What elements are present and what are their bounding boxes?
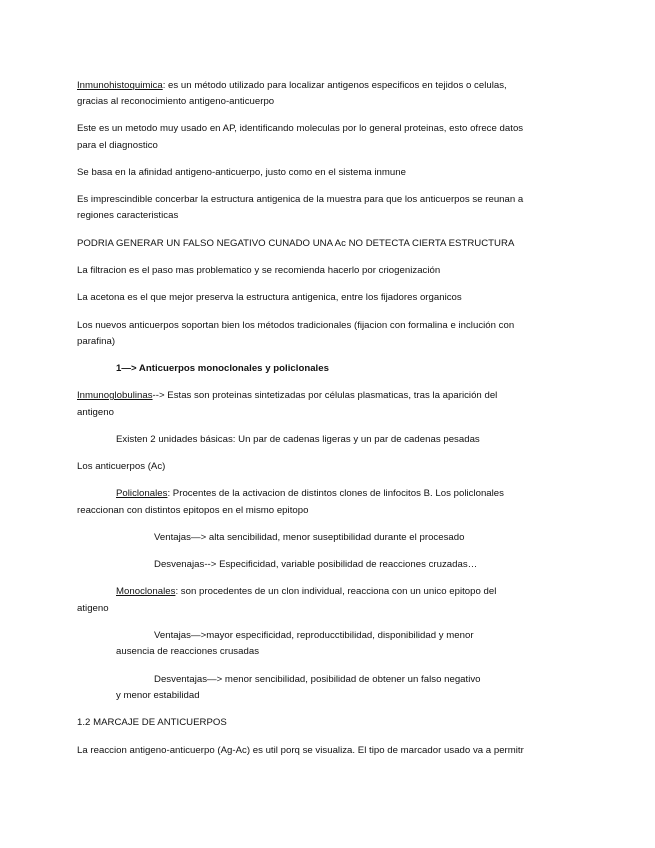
section-heading: 1.2 MARCAJE DE ANTICUERPOS <box>77 717 227 728</box>
desventajas-line: Desvenajas--> Especificidad, variable posibilidad de reacciones cruzadas… <box>154 559 478 570</box>
definition-text: : Procentes de la activacion de distintos clones de linfocitos B. Los policlonales <box>167 488 504 499</box>
paragraph-line: regiones caracteristicas <box>77 210 179 221</box>
paragraph-line: Este es un metodo muy usado en AP, identificando moleculas por lo general proteinas, esto ofrece datos <box>77 123 524 134</box>
paragraph-line: antigeno <box>77 407 114 418</box>
paragraph-line: Los anticuerpos (Ac) <box>77 461 166 472</box>
ventajas-line: Ventajas—> alta sencibilidad, menor suseptibilidad durante el procesado <box>154 532 465 543</box>
paragraph-line: Los nuevos anticuerpos soportan bien los métodos tradicionales (fijacion con formalina e inclución con <box>77 320 515 331</box>
paragraph-policlonales <box>116 488 504 500</box>
term-inmunoglobulinas: Inmunoglobulinas <box>77 390 153 401</box>
paragraph-monoclonales <box>116 586 496 598</box>
paragraph-line: La filtracion es el paso mas problematico y se recomienda hacerlo por criogenización <box>77 265 441 276</box>
warning-line: PODRIA GENERAR UN FALSO NEGATIVO CUNADO UNA Ac NO DETECTA CIERTA ESTRUCTURA <box>77 238 515 249</box>
paragraph-inmunoglobulinas <box>77 390 497 402</box>
term-inmunohistoquimica: Inmunohistoquimica <box>77 80 163 91</box>
paragraph-line: La reaccion antigeno-anticuerpo (Ag-Ac) es util porq se visualiza. El tipo de marcador usado va a permitr <box>77 745 524 756</box>
definition-text: --> Estas son proteinas sintetizadas por células plasmaticas, tras la aparición del <box>152 390 498 401</box>
desventajas-line: Desventajas—> menor sencibilidad, posibilidad de obtener un falso negativo <box>154 674 481 685</box>
paragraph-line: gracias al reconocimiento antigeno-anticuerpo <box>77 96 275 107</box>
paragraph-inmunohistoquimica <box>77 80 507 92</box>
paragraph-line: atigeno <box>77 603 109 614</box>
paragraph-line: para el diagnostico <box>77 140 158 151</box>
paragraph-line: parafina) <box>77 336 116 347</box>
paragraph-line: Se basa en la afinidad antigeno-anticuerpo, justo como en el sistema inmune <box>77 167 406 178</box>
paragraph-line: Existen 2 unidades básicas: Un par de cadenas ligeras y un par de cadenas pesadas <box>116 434 480 445</box>
paragraph-line: ausencia de reacciones crusadas <box>116 646 260 657</box>
definition-text: : es un método utilizado para localizar antigenos especificos en tejidos o celulas, <box>162 80 507 91</box>
paragraph-line: La acetona es el que mejor preserva la estructura antigenica, entre los fijadores organicos <box>77 292 462 303</box>
paragraph-line: reaccionan con distintos epitopos en el mismo epitopo <box>77 505 309 516</box>
section-heading: 1—> Anticuerpos monoclonales y policlonales <box>116 363 329 374</box>
term-policlonales: Policlonales <box>116 488 168 499</box>
paragraph-line: Es imprescindible concerbar la estructura antigenica de la muestra para que los anticuerpos se reunan a <box>77 194 524 205</box>
term-monoclonales: Monoclonales <box>116 586 176 597</box>
definition-text: : son procedentes de un clon individual, reacciona con un unico epitopo del <box>175 586 497 597</box>
ventajas-line: Ventajas—>mayor especificidad, reproducctibilidad, disponibilidad y menor <box>154 630 474 641</box>
paragraph-line: y menor estabilidad <box>116 690 200 701</box>
